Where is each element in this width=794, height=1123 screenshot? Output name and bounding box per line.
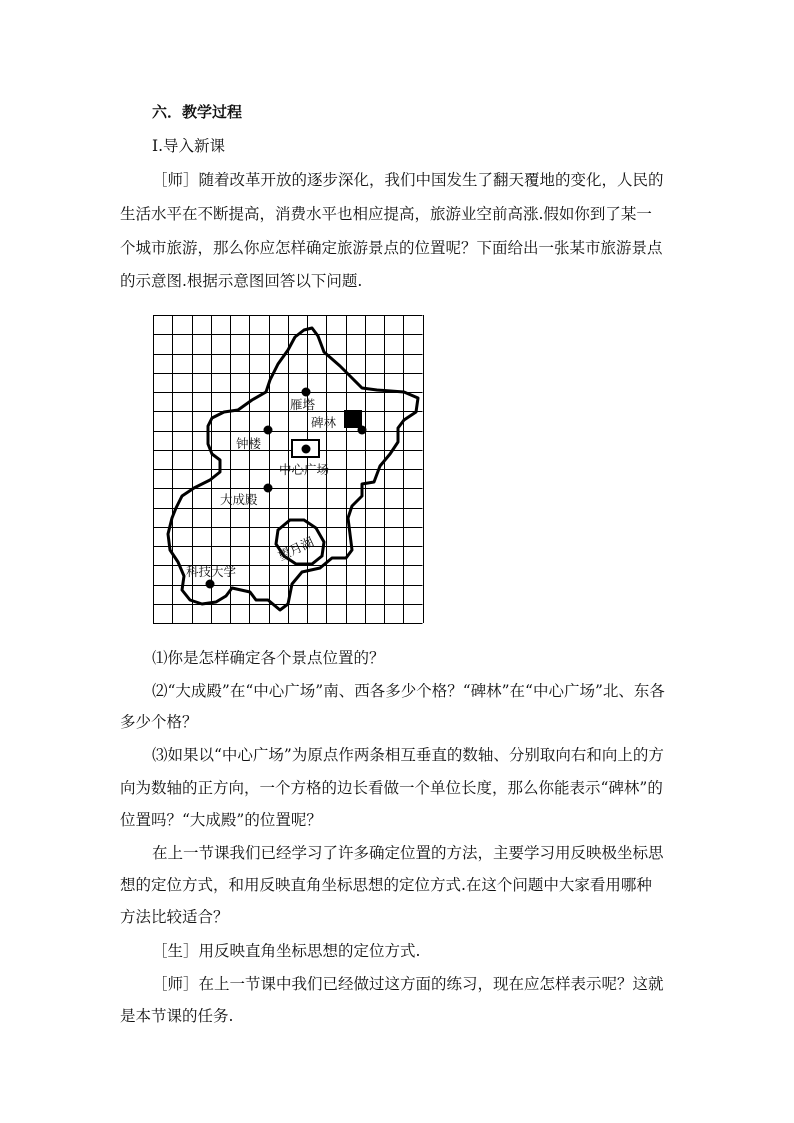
beilin-dot	[358, 426, 367, 435]
city-map-figure	[152, 314, 424, 626]
yanta-label: 雁塔	[290, 397, 316, 412]
dachengdian-label: 大成殿	[220, 492, 258, 507]
closing-line: ［生］用反映直角坐标思想的定位方式.	[152, 942, 421, 960]
question-line: ⑶如果以“中心广场”为原点作两条相互垂直的数轴、分别取向右和向上的方	[152, 746, 664, 764]
intro-line: ［师］随着改革开放的逐步深化，我们中国发生了翻天覆地的变化，人民的	[152, 171, 664, 189]
dachengdian-marker	[264, 484, 273, 493]
center-label: 中心广场	[279, 462, 330, 477]
lake-label: 望月湖	[275, 534, 316, 564]
zhonglou-marker	[264, 426, 273, 435]
question-line: ⑴你是怎样确定各个景点位置的？	[152, 649, 385, 667]
closing-line: 方法比较适合？	[120, 908, 229, 926]
zhonglou-label: 钟楼	[236, 436, 262, 451]
center-marker	[302, 445, 311, 454]
question-line: 向为数轴的正方向，一个方格的边长看做一个单位长度，那么你能表示“碑林”的	[120, 779, 663, 797]
intro-line: 的示意图.根据示意图回答以下问题.	[120, 272, 363, 290]
intro-line: 个城市旅游，那么你应怎样确定旅游景点的位置呢？下面给出一张某市旅游景点	[120, 239, 663, 257]
beilin-marker	[344, 410, 362, 428]
question-line: ⑵“大成殿”在“中心广场”南、西各多少个格？“碑林”在“中心广场”北、东各	[152, 682, 665, 700]
section-heading: 六．教学过程	[152, 103, 243, 121]
question-line: 多少个格？	[120, 713, 198, 731]
question-line: 位置吗？“大成殿”的位置呢？	[120, 811, 322, 829]
closing-line: 想的定位方式，和用反映直角坐标思想的定位方式.在这个问题中大家看用哪种	[120, 876, 652, 894]
beilin-label: 碑林	[311, 415, 337, 430]
subsection-title: Ⅰ.导入新课	[152, 137, 226, 155]
university-label: 科技大学	[186, 564, 237, 579]
closing-line: 在上一节课我们已经学习了许多确定位置的方法，主要学习用反映极坐标思	[152, 844, 664, 862]
intro-line: 生活水平在不断提高，消费水平也相应提高，旅游业空前高涨.假如你到了某一	[120, 205, 652, 223]
closing-line: 是本节课的任务.	[120, 1007, 234, 1025]
closing-line: ［师］在上一节课中我们已经做过这方面的练习，现在应怎样表示呢？这就	[152, 975, 664, 993]
yanta-marker	[302, 388, 311, 397]
university-marker	[206, 580, 215, 589]
